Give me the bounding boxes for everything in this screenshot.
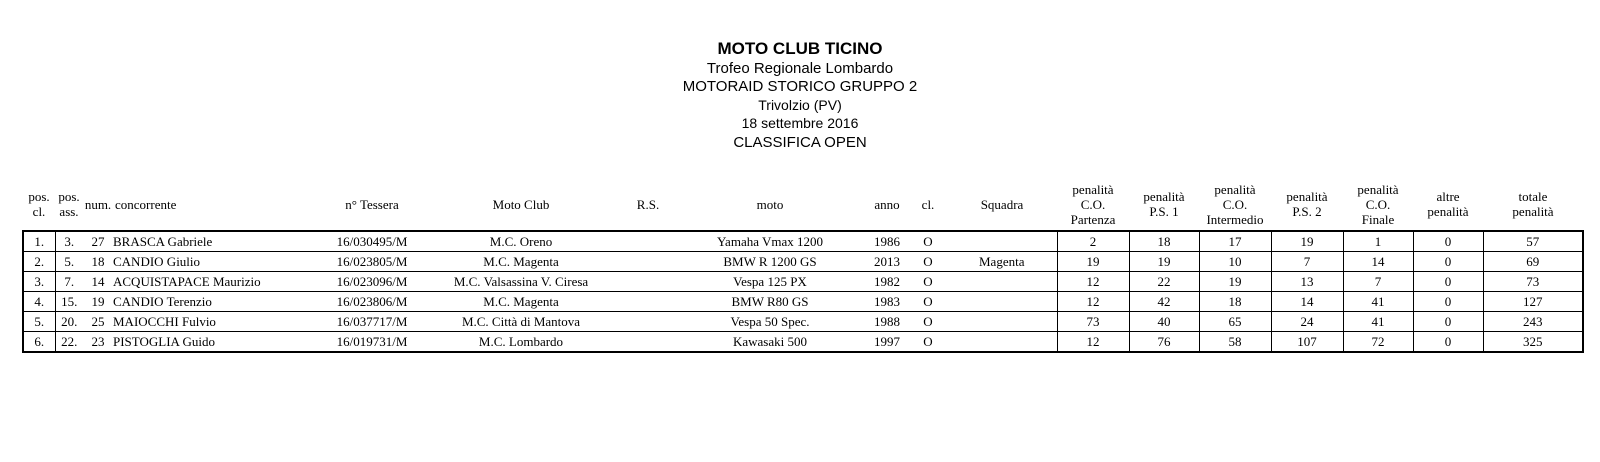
cell-totale-penalita: 325	[1483, 332, 1583, 353]
cell-squadra	[947, 312, 1057, 332]
cell-anno: 1988	[865, 312, 909, 332]
cell-pen-co-finale: 14	[1343, 252, 1413, 272]
cell-totale-penalita: 57	[1483, 231, 1583, 252]
cell-pen-co-partenza: 2	[1057, 231, 1129, 252]
cell-anno: 1983	[865, 292, 909, 312]
cell-rs	[621, 252, 675, 272]
cell-pen-ps2: 7	[1271, 252, 1343, 272]
cell-pos-cl: 4.	[23, 292, 55, 312]
results-table	[22, 178, 1584, 353]
cell-tessera: 16/019731/M	[323, 332, 421, 353]
classification-title: CLASSIFICA OPEN	[733, 134, 867, 151]
col-totale-penalita: totale penalità	[1512, 189, 1554, 219]
cell-pos-cl: 2.	[23, 252, 55, 272]
cell-pen-ps2: 14	[1271, 292, 1343, 312]
cell-num: 25	[83, 312, 113, 332]
col-pen-co-partenza: penalità C.O. Partenza	[1070, 181, 1116, 227]
cell-anno: 1982	[865, 272, 909, 292]
cell-pen-ps1: 40	[1129, 312, 1199, 332]
cell-club: M.C. Valsassina V. Ciresa	[421, 272, 621, 292]
cell-pen-co-partenza: 19	[1057, 252, 1129, 272]
cell-altre-penalita: 0	[1413, 292, 1483, 312]
cell-pen-ps1: 76	[1129, 332, 1199, 353]
col-pos-cl: pos. cl.	[28, 189, 50, 219]
col-pen-ps1: penalità P.S. 1	[1143, 189, 1185, 219]
col-pos-ass: pos. ass.	[58, 189, 80, 219]
table-row	[23, 332, 1583, 353]
cell-tessera: 16/023805/M	[323, 252, 421, 272]
cell-totale-penalita: 69	[1483, 252, 1583, 272]
cell-pen-co-partenza: 12	[1057, 272, 1129, 292]
cell-pen-ps2: 24	[1271, 312, 1343, 332]
cell-pen-co-intermedio: 65	[1199, 312, 1271, 332]
cell-concorrente: CANDIO Terenzio	[113, 292, 323, 312]
cell-num: 27	[83, 231, 113, 252]
cell-moto: BMW R80 GS	[675, 292, 865, 312]
cell-pen-co-partenza: 12	[1057, 332, 1129, 353]
cell-rs	[621, 231, 675, 252]
cell-club: M.C. Magenta	[421, 292, 621, 312]
cell-concorrente: BRASCA Gabriele	[113, 231, 323, 252]
cell-club: M.C. Oreno	[421, 231, 621, 252]
cell-squadra	[947, 292, 1057, 312]
cell-pen-co-finale: 1	[1343, 231, 1413, 252]
cell-tessera: 16/023806/M	[323, 292, 421, 312]
cell-altre-penalita: 0	[1413, 252, 1483, 272]
cell-squadra: Magenta	[947, 252, 1057, 272]
cell-tessera: 16/037717/M	[323, 312, 421, 332]
table-row	[23, 292, 1583, 312]
event-date: 18 settembre 2016	[741, 115, 859, 131]
table-row	[23, 252, 1583, 272]
cell-totale-penalita: 243	[1483, 312, 1583, 332]
cell-pen-ps1: 18	[1129, 231, 1199, 252]
cell-squadra	[947, 332, 1057, 353]
table-header-row	[23, 178, 1583, 231]
col-moto: moto	[756, 196, 784, 212]
cell-pos-ass: 3.	[55, 231, 83, 252]
col-cl: cl.	[921, 196, 935, 212]
col-pen-co-finale: penalità C.O. Finale	[1357, 181, 1399, 227]
cell-rs	[621, 272, 675, 292]
cell-pen-co-intermedio: 10	[1199, 252, 1271, 272]
cell-pos-ass: 7.	[55, 272, 83, 292]
cell-pen-co-partenza: 12	[1057, 292, 1129, 312]
cell-tessera: 16/030495/M	[323, 231, 421, 252]
document-header	[0, 38, 1600, 154]
cell-tessera: 16/023096/M	[323, 272, 421, 292]
cell-concorrente: CANDIO Giulio	[113, 252, 323, 272]
col-pen-ps2: penalità P.S. 2	[1286, 189, 1328, 219]
cell-pen-co-intermedio: 58	[1199, 332, 1271, 353]
cell-concorrente: ACQUISTAPACE Maurizio	[113, 272, 323, 292]
cell-pen-ps1: 42	[1129, 292, 1199, 312]
cell-moto: BMW R 1200 GS	[675, 252, 865, 272]
cell-club: M.C. Magenta	[421, 252, 621, 272]
cell-squadra	[947, 231, 1057, 252]
cell-pen-co-partenza: 73	[1057, 312, 1129, 332]
col-club: Moto Club	[492, 196, 550, 212]
table-row	[23, 272, 1583, 292]
cell-pen-co-finale: 41	[1343, 292, 1413, 312]
col-pen-co-intermedio: penalità C.O. Intermedio	[1206, 181, 1264, 227]
cell-rs	[621, 312, 675, 332]
club-title: MOTO CLUB TICINO	[717, 39, 883, 58]
cell-cl: O	[909, 292, 947, 312]
cell-pen-co-intermedio: 17	[1199, 231, 1271, 252]
col-squadra: Squadra	[980, 196, 1024, 212]
cell-moto: Vespa 125 PX	[675, 272, 865, 292]
cell-pos-ass: 22.	[55, 332, 83, 353]
cell-totale-penalita: 127	[1483, 292, 1583, 312]
cell-altre-penalita: 0	[1413, 272, 1483, 292]
cell-pos-ass: 15.	[55, 292, 83, 312]
cell-pen-ps2: 13	[1271, 272, 1343, 292]
cell-pos-ass: 20.	[55, 312, 83, 332]
cell-concorrente: MAIOCCHI Fulvio	[113, 312, 323, 332]
cell-concorrente: PISTOGLIA Guido	[113, 332, 323, 353]
cell-rs	[621, 292, 675, 312]
cell-pen-co-finale: 41	[1343, 312, 1413, 332]
col-anno: anno	[874, 196, 900, 212]
cell-moto: Vespa 50 Spec.	[675, 312, 865, 332]
cell-altre-penalita: 0	[1413, 231, 1483, 252]
cell-totale-penalita: 73	[1483, 272, 1583, 292]
cell-squadra	[947, 272, 1057, 292]
cell-cl: O	[909, 312, 947, 332]
cell-cl: O	[909, 272, 947, 292]
cell-cl: O	[909, 332, 947, 353]
table-row	[23, 231, 1583, 252]
cell-pos-cl: 5.	[23, 312, 55, 332]
cell-anno: 1986	[865, 231, 909, 252]
cell-pen-co-intermedio: 19	[1199, 272, 1271, 292]
cell-anno: 2013	[865, 252, 909, 272]
col-rs: R.S.	[636, 196, 660, 212]
cell-cl: O	[909, 252, 947, 272]
event-location: Trivolzio (PV)	[758, 97, 842, 113]
cell-moto: Kawasaki 500	[675, 332, 865, 353]
cell-pos-cl: 1.	[23, 231, 55, 252]
cell-pos-cl: 3.	[23, 272, 55, 292]
cell-num: 14	[83, 272, 113, 292]
cell-club: M.C. Lombardo	[421, 332, 621, 353]
col-altre-penalita: altre penalità	[1427, 189, 1469, 219]
cell-altre-penalita: 0	[1413, 312, 1483, 332]
cell-pen-co-intermedio: 18	[1199, 292, 1271, 312]
cell-pen-ps2: 107	[1271, 332, 1343, 353]
cell-num: 18	[83, 252, 113, 272]
cell-anno: 1997	[865, 332, 909, 353]
cell-altre-penalita: 0	[1413, 332, 1483, 353]
competition-title: MOTORAID STORICO GRUPPO 2	[682, 78, 918, 95]
col-tessera: n° Tessera	[345, 196, 399, 212]
col-concorrente: concorrente	[115, 196, 177, 212]
cell-moto: Yamaha Vmax 1200	[675, 231, 865, 252]
cell-pen-ps1: 22	[1129, 272, 1199, 292]
table-row	[23, 312, 1583, 332]
col-num: num.	[84, 196, 112, 212]
cell-pen-ps2: 19	[1271, 231, 1343, 252]
cell-cl: O	[909, 231, 947, 252]
cell-pen-co-finale: 72	[1343, 332, 1413, 353]
cell-pos-cl: 6.	[23, 332, 55, 353]
cell-num: 19	[83, 292, 113, 312]
trophy-title: Trofeo Regionale Lombardo	[706, 60, 894, 77]
cell-pen-co-finale: 7	[1343, 272, 1413, 292]
cell-rs	[621, 332, 675, 353]
cell-pen-ps1: 19	[1129, 252, 1199, 272]
cell-club: M.C. Città di Mantova	[421, 312, 621, 332]
cell-num: 23	[83, 332, 113, 353]
cell-pos-ass: 5.	[55, 252, 83, 272]
